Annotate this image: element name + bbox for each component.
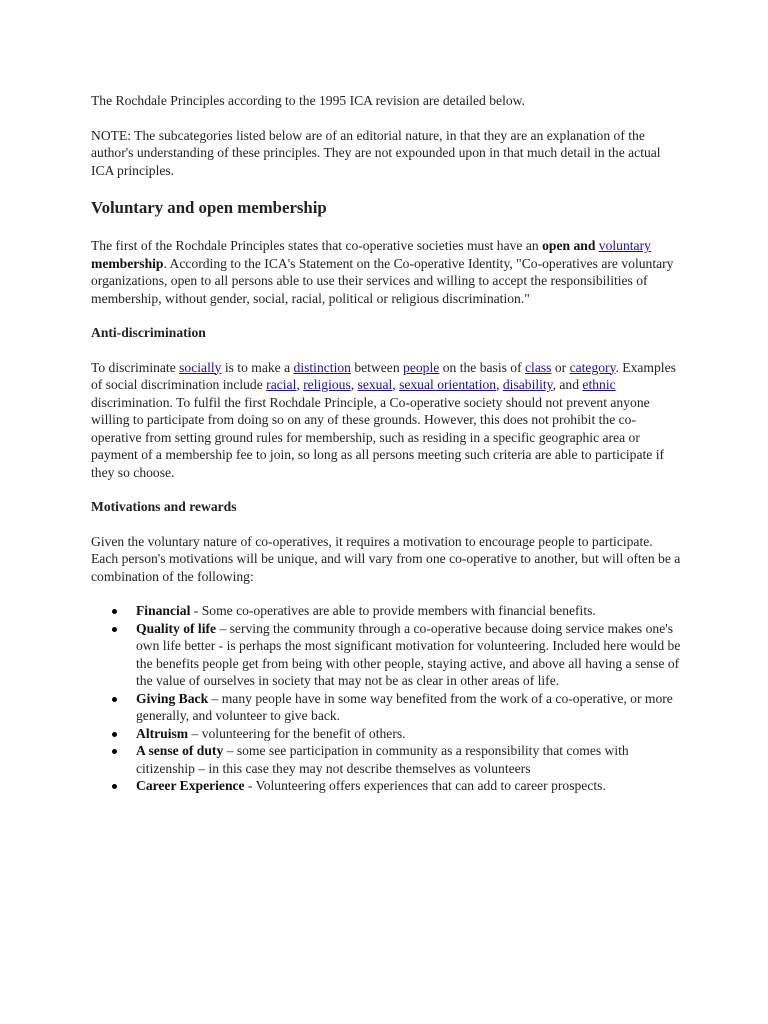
- text-span: To discriminate: [91, 359, 180, 375]
- text-span: . According to the ICA's Statement on the Co-operative Identity, "Co-operatives are voluntary organizations, open to all persons able to use their services and willing to accept the responsibilities of membership, without gender, social, racial, political or religious discrimination.": [91, 255, 674, 306]
- anti-discrimination-paragraph: [91, 359, 681, 482]
- text-span: . Examples of social discrimination include: [91, 359, 676, 392]
- link-disability[interactable]: disability: [502, 377, 553, 392]
- item-text: – many people have in some way benefited from the work of a co-operative, or more generally, and volunteer to give back.: [136, 690, 673, 723]
- link-sexual-orientation[interactable]: sexual orientation: [399, 377, 497, 392]
- text-span: ,: [392, 377, 400, 392]
- link-religious[interactable]: religious: [303, 377, 351, 392]
- link-distinction[interactable]: distinction: [293, 359, 351, 375]
- item-label: Career Experience: [136, 778, 245, 793]
- subheading-motivations-rewards: Motivations and rewards: [91, 499, 237, 514]
- section-heading-voluntary-membership: Voluntary and open membership: [91, 198, 327, 217]
- item-text: – volunteering for the benefit of others.: [188, 725, 406, 741]
- link-socially[interactable]: socially: [179, 359, 222, 375]
- link-people[interactable]: people: [403, 359, 440, 375]
- item-label: Altruism: [136, 725, 189, 741]
- link-racial[interactable]: racial: [266, 377, 297, 392]
- item-text: – serving the community through a co-operative because doing service makes one's own life better - is perhaps the most significant motivation for volunteering. Included here would be the benefits people get from being with other people, staying active, and above all having a sense of the value of ourselves in society that may not be as clear in other areas of life.: [136, 620, 681, 688]
- link-category[interactable]: category: [569, 359, 616, 375]
- text-span: on the basis of: [439, 359, 526, 375]
- list-item-quality-of-life: [136, 620, 681, 690]
- subheading-anti-discrimination: Anti-discrimination: [91, 325, 206, 340]
- list-item-financial: [136, 602, 681, 620]
- bold-open-and: open and: [542, 238, 596, 253]
- motivations-paragraph: Given the voluntary nature of co-operatives, it requires a motivation to encourage people to participate. Each person's motivations will be unique, and will vary from one co-operative to another, but will often be a combination of the following:: [91, 533, 681, 584]
- link-ethnic[interactable]: ethnic: [582, 377, 616, 392]
- text-span: discrimination. To fulfil the first Rochdale Principle, a Co-operative society should not prevent anyone willing to participate from doing so on any of these grounds. However, this does not prohibit the co-operative from setting ground rules for membership, such as residing in a specific geographic area or payment of a membership fee to join, so long as all persons meeting such criteria are able to participate if they so choose.: [91, 394, 665, 480]
- link-class[interactable]: class: [525, 359, 552, 375]
- list-item-career-experience: [136, 777, 681, 795]
- item-text: - Some co-operatives are able to provide members with financial benefits.: [190, 603, 596, 618]
- list-item-sense-of-duty: [136, 742, 681, 777]
- text-span: The first of the Rochdale Principles states that co-operative societies must have an: [91, 238, 543, 253]
- item-label: Quality of life: [136, 620, 217, 636]
- list-item-giving-back: [136, 690, 681, 725]
- bold-membership: membership: [91, 255, 164, 271]
- voluntary-membership-paragraph: [91, 237, 681, 307]
- text-span: ,: [296, 377, 304, 392]
- text-span: between: [350, 359, 404, 375]
- item-text: – some see participation in community as a responsibility that comes with citizenship – in this case they may not describe themselves as volunteers: [136, 743, 629, 776]
- item-label: Financial: [136, 603, 191, 618]
- link-sexual[interactable]: sexual: [357, 377, 393, 392]
- item-label: Giving Back: [136, 690, 209, 706]
- text-span: is to make a: [221, 359, 294, 375]
- text-span: ,: [496, 377, 503, 392]
- motivation-list: [91, 602, 681, 795]
- item-text: - Volunteering offers experiences that can add to career prospects.: [244, 778, 606, 793]
- list-item-altruism: [136, 725, 681, 743]
- text-span: ,: [350, 377, 358, 392]
- text-span: or: [551, 359, 570, 375]
- document-body: [91, 92, 681, 795]
- text-span: , and: [552, 377, 583, 392]
- link-voluntary[interactable]: voluntary: [598, 238, 651, 253]
- item-label: A sense of duty: [136, 743, 224, 758]
- intro-paragraph: The Rochdale Principles according to the 1995 ICA revision are detailed below.: [91, 93, 525, 108]
- note-paragraph: NOTE: The subcategories listed below are of an editorial nature, in that they are an explanation of the author's understanding of these principles. They are not expounded upon in that much detail in the actual ICA principles.: [91, 127, 661, 178]
